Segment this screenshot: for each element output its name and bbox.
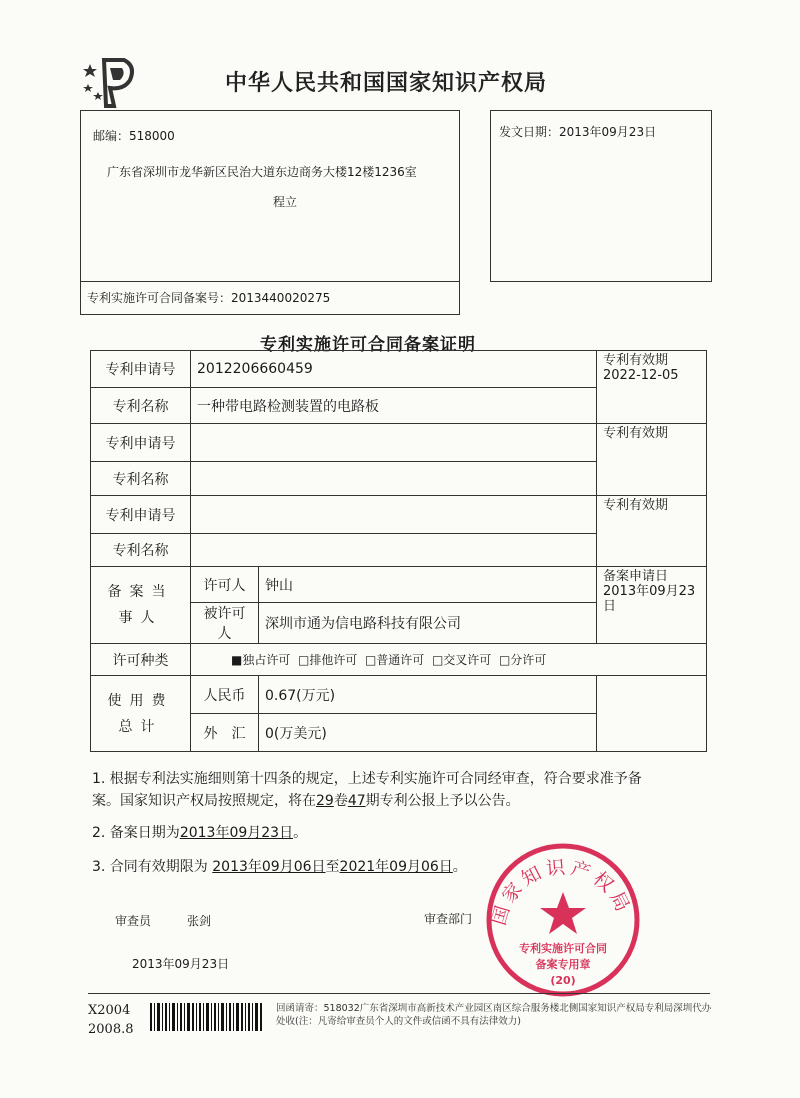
postcode: 邮编：518000 <box>93 129 175 143</box>
certificate-table <box>90 350 707 752</box>
license-type-label: 许可种类 <box>91 644 191 676</box>
reply-address <box>276 1002 716 1028</box>
contract-record-number: 专利实施许可合同备案号：2013440020275 <box>87 291 331 305</box>
svg-text:国家知识产权局: 国家知识产权局 <box>487 856 636 928</box>
licensor-label: 许可人 <box>191 567 259 603</box>
fx-label: 外 汇 <box>191 714 259 752</box>
record-date-underlined: 2013年09月23日 <box>179 825 294 841</box>
licensee-value: 深圳市通为信电路科技有限公司 <box>259 603 597 644</box>
licensor-value: 钟山 <box>259 567 597 603</box>
svg-text:备案专用章: 备案专用章 <box>535 958 591 971</box>
reply-address-line-1: 回函请寄：518032广东省深圳市高新技术产业园区南区综合服务楼北侧国家知识产权局专利局深圳代办 <box>276 1003 712 1014</box>
department-label: 审查部门 <box>424 912 473 926</box>
record-date-cell <box>597 567 707 644</box>
form-date: 2008.8 <box>88 1022 134 1037</box>
record-date-value: 2013年09月23日 <box>603 584 696 614</box>
recipient-name: 程立 <box>273 195 298 209</box>
footer-divider <box>88 993 710 994</box>
patent-name-label: 专利名称 <box>91 534 191 567</box>
patent-name-label: 专利名称 <box>91 388 191 424</box>
license-type-options <box>191 644 707 676</box>
address-block <box>80 110 460 315</box>
patent-validity-label: 专利有效期 <box>603 498 669 513</box>
issue-date-box <box>490 110 712 282</box>
license-type-sole: □排他许可 <box>297 653 358 667</box>
patent-name-label: 专利名称 <box>91 462 191 496</box>
gazette-volume: 29 <box>316 793 334 809</box>
patent-app-no-value <box>191 424 597 462</box>
divider <box>81 281 459 282</box>
license-type-exclusive: ■独占许可 <box>231 653 291 667</box>
patent-name-value: 一种带电路检测装置的电路板 <box>191 388 597 424</box>
fee-blank-cell <box>597 676 707 752</box>
contract-start-date: 2013年09月06日 <box>212 859 326 875</box>
patent-name-value <box>191 462 597 496</box>
record-date-label: 备案申请日 <box>603 569 669 584</box>
svg-text:(20): (20) <box>550 974 576 987</box>
note-3: 3. 合同有效期限为 2013年09月06日至2021年09月06日。 <box>92 859 467 875</box>
office-title: 中华人民共和国国家知识产权局 <box>225 71 548 96</box>
patent-validity-cell <box>597 424 707 496</box>
note-1-line-2: 案。国家知识产权局按照规定，将在29卷47期专利公报上予以公告。 <box>92 793 520 809</box>
patent-app-no-value <box>191 496 597 534</box>
certificate-title: 专利实施许可合同备案证明 <box>260 335 476 355</box>
fx-value: 0(万美元) <box>259 714 597 752</box>
patent-validity-label: 专利有效期 <box>603 353 669 368</box>
fee-label: 使用费总计 <box>91 676 191 752</box>
examiner-label: 审查员 <box>115 914 152 928</box>
official-seal-icon <box>483 840 643 1000</box>
issue-date: 发文日期：2013年09月23日 <box>499 125 657 139</box>
gazette-issue: 47 <box>347 793 366 809</box>
mailing-address: 广东省深圳市龙华新区民治大道东边商务大楼12楼1236室 <box>107 165 417 179</box>
examiner-name: 张剑 <box>187 914 212 928</box>
patent-app-no-label: 专利申请号 <box>91 351 191 388</box>
patent-validity-cell <box>597 496 707 567</box>
note-1-line-1: 1. 根据专利法实施细则第十四条的规定，上述专利实施许可合同经审查，符合要求准予备 <box>92 771 642 787</box>
patent-app-no-value: 2012206660459 <box>191 351 597 388</box>
reply-address-line-2: 处收(注：凡寄给审查员个人的文件或信函不具有法律效力) <box>276 1016 521 1027</box>
contract-end-date: 2021年09月06日 <box>339 859 453 875</box>
patent-app-no-label: 专利申请号 <box>91 496 191 534</box>
svg-text:专利实施许可合同: 专利实施许可合同 <box>519 942 607 955</box>
rmb-label: 人民币 <box>191 676 259 714</box>
parties-label: 备案当事人 <box>91 567 191 644</box>
patent-validity-value: 2022-12-05 <box>603 368 679 383</box>
license-type-sub: □分许可 <box>498 653 547 667</box>
note-2: 2. 备案日期为2013年09月23日。 <box>92 825 308 841</box>
barcode-icon <box>150 1003 262 1031</box>
patent-name-value <box>191 534 597 567</box>
rmb-value: 0.67(万元) <box>259 676 597 714</box>
patent-app-no-label: 专利申请号 <box>91 424 191 462</box>
license-type-general: □普通许可 <box>364 653 425 667</box>
cnipa-logo-icon <box>80 52 140 112</box>
form-number: X2004 <box>88 1003 131 1018</box>
patent-validity-label: 专利有效期 <box>603 426 669 441</box>
licensee-label: 被许可人 <box>191 603 259 644</box>
license-type-cross: □交叉许可 <box>431 653 492 667</box>
signoff-date: 2013年09月23日 <box>132 957 230 971</box>
note-1 <box>92 768 712 812</box>
patent-validity-cell <box>597 351 707 424</box>
